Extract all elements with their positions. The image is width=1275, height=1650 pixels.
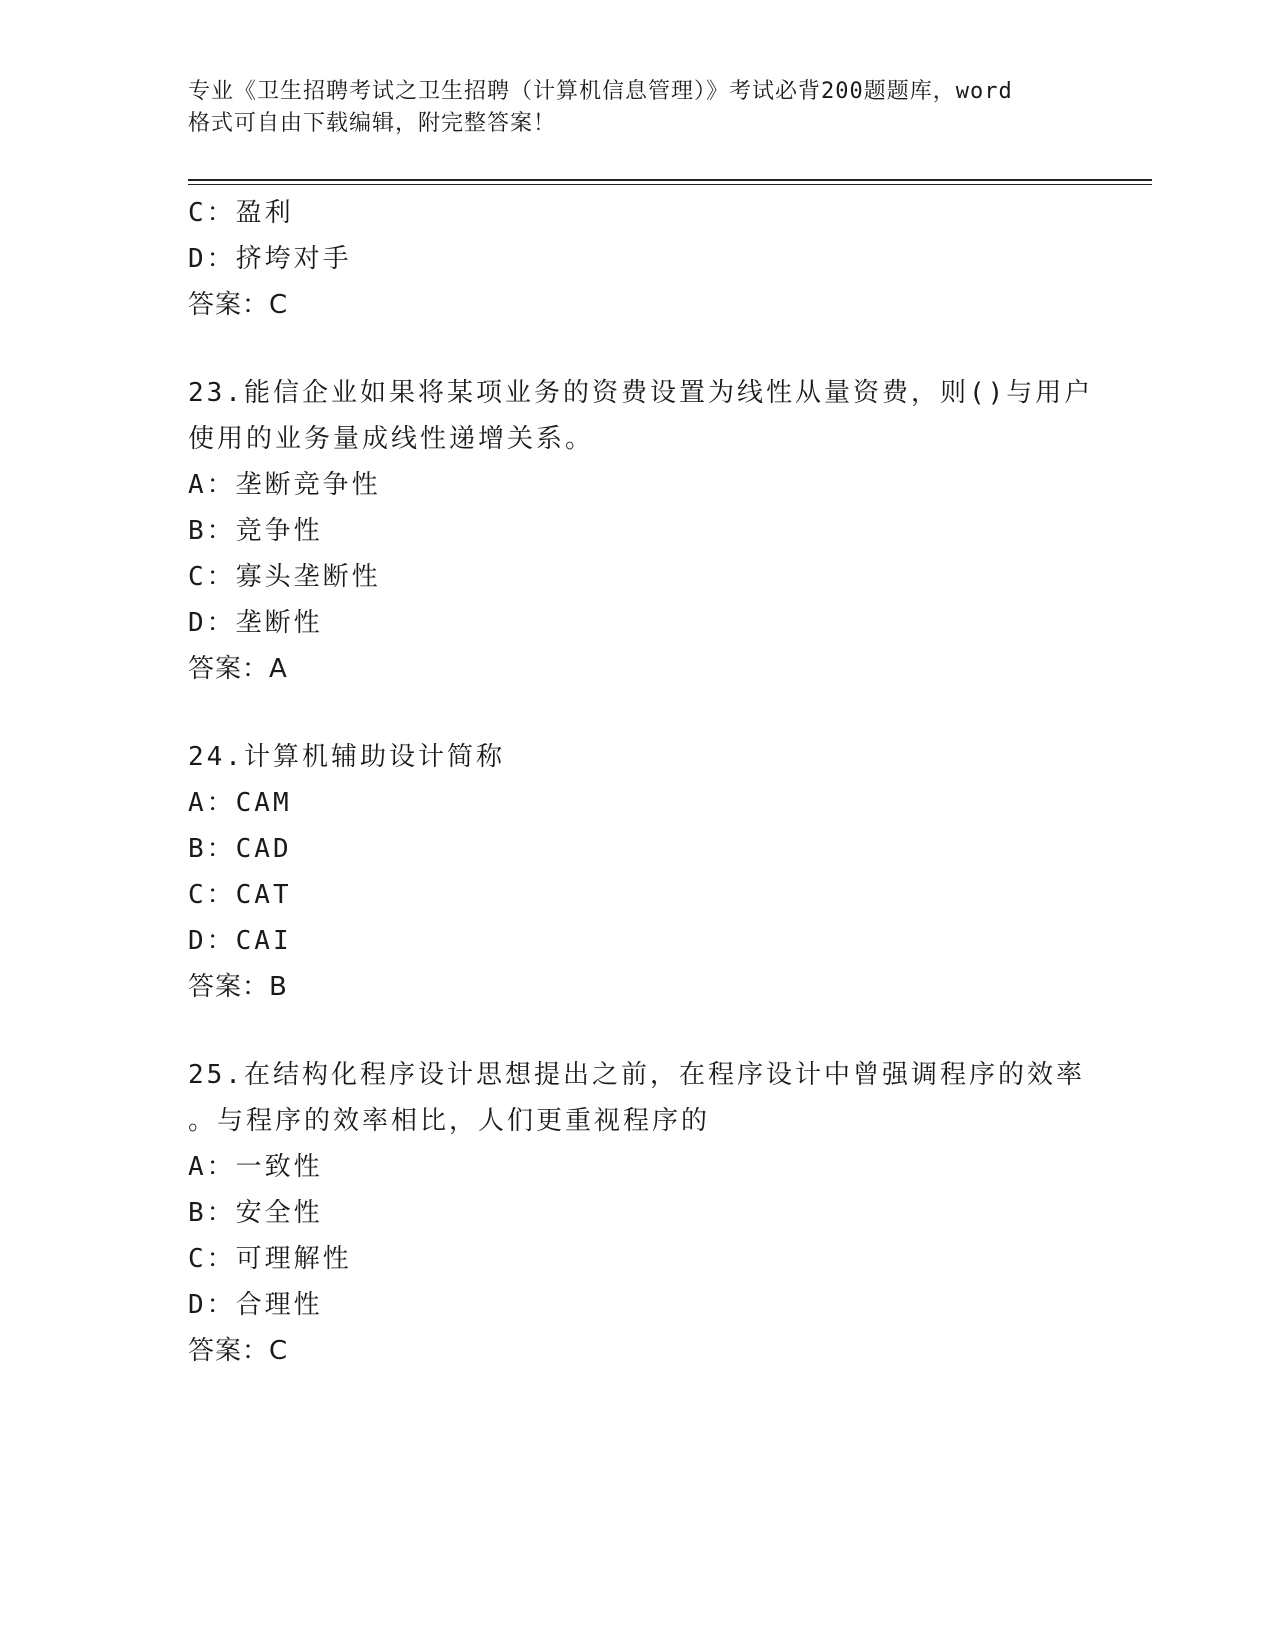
option-d: D：挤垮对手 bbox=[188, 244, 352, 274]
document-header bbox=[188, 76, 1088, 140]
question-block-continued bbox=[188, 190, 1088, 328]
question-text: 。与程序的效率相比，人们更重视程序的 bbox=[188, 1106, 711, 1136]
option-b: B：竞争性 bbox=[188, 516, 323, 546]
header-line-1: 专业《卫生招聘考试之卫生招聘（计算机信息管理）》考试必背200题题库，word bbox=[188, 79, 1013, 104]
question-block-23 bbox=[188, 370, 1094, 692]
question-block-25 bbox=[188, 1052, 1088, 1374]
option-b: B：安全性 bbox=[188, 1198, 323, 1228]
option-c: C：CAT bbox=[188, 880, 292, 910]
question-text: 23.能信企业如果将某项业务的资费设置为线性从量资费，则()与用户 bbox=[188, 378, 1094, 408]
question-text: 24.计算机辅助设计简称 bbox=[188, 742, 505, 772]
option-a: A：CAM bbox=[188, 788, 292, 818]
answer-line: 答案：C bbox=[188, 1336, 289, 1366]
answer-line: 答案：C bbox=[188, 290, 289, 320]
question-block-24 bbox=[188, 734, 1088, 1010]
option-d: D：CAI bbox=[188, 926, 292, 956]
answer-line: 答案：A bbox=[188, 654, 288, 684]
option-c: C：可理解性 bbox=[188, 1244, 352, 1274]
header-line-2: 格式可自由下载编辑，附完整答案！ bbox=[188, 111, 557, 136]
question-list bbox=[188, 190, 1094, 1374]
question-text: 25.在结构化程序设计思想提出之前，在程序设计中曾强调程序的效率 bbox=[188, 1060, 1085, 1090]
option-d: D：垄断性 bbox=[188, 608, 323, 638]
option-a: A：垄断竞争性 bbox=[188, 470, 381, 500]
option-c: C：寡头垄断性 bbox=[188, 562, 381, 592]
header-divider-thin bbox=[188, 184, 1152, 185]
option-b: B：CAD bbox=[188, 834, 292, 864]
answer-line: 答案：B bbox=[188, 972, 288, 1002]
option-d: D：合理性 bbox=[188, 1290, 323, 1320]
header-divider-thick bbox=[188, 179, 1152, 181]
option-c: C：盈利 bbox=[188, 198, 294, 228]
option-a: A：一致性 bbox=[188, 1152, 323, 1182]
question-text: 使用的业务量成线性递增关系。 bbox=[188, 424, 595, 454]
